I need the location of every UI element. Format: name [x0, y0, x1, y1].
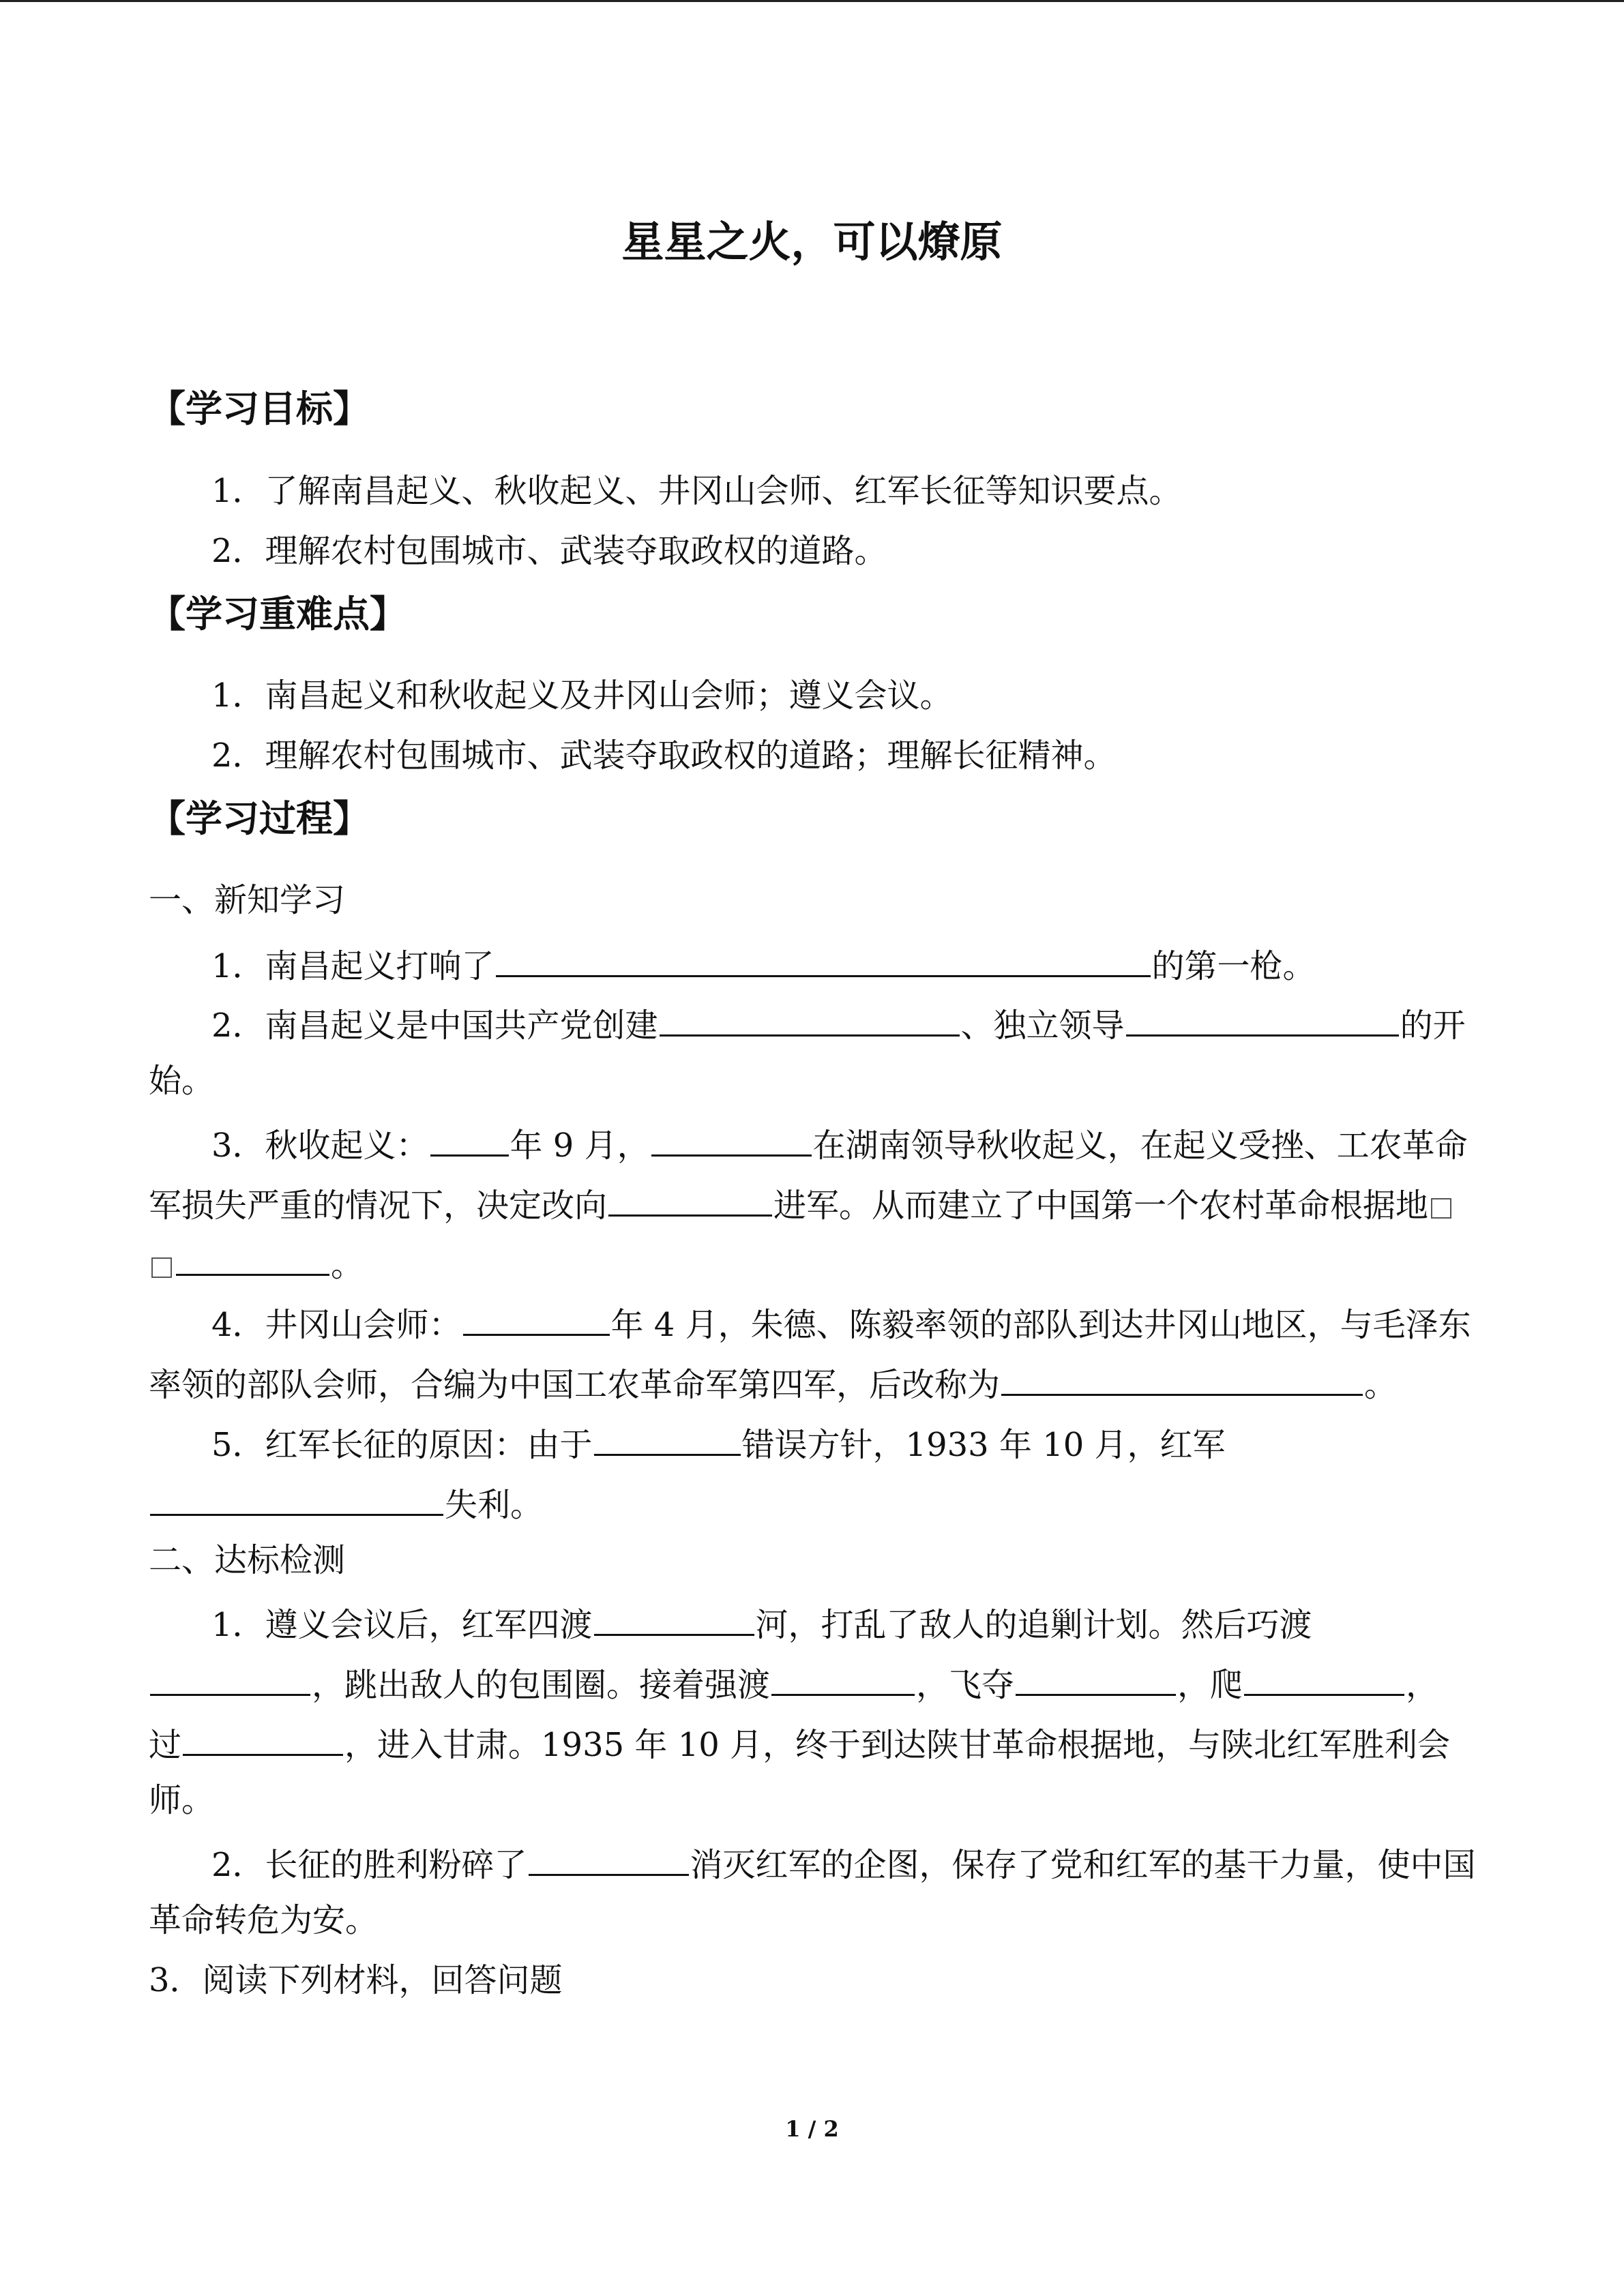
question-text: 年 4 月，朱德、陈毅率领的部队到达井冈山地区，与毛泽东: [610, 1306, 1471, 1344]
part1-heading: 一、新知学习: [149, 881, 346, 919]
question-4: [211, 1300, 1471, 1345]
question-text: 1．南昌起义打响了: [211, 947, 494, 985]
question-text: 、独立领导: [960, 1007, 1125, 1045]
question-text: 过: [149, 1726, 182, 1764]
question-text: 在湖南领导秋收起义，在起义受挫、工农革命: [812, 1127, 1468, 1165]
answer-blank[interactable]: [1001, 1360, 1363, 1396]
answer-blank[interactable]: [1244, 1660, 1404, 1696]
question-3-cont: [149, 1180, 1454, 1226]
answer-blank[interactable]: [176, 1240, 329, 1276]
question-text: ，: [1406, 1666, 1439, 1704]
placeholder-box: [151, 1257, 172, 1278]
question-text: 2．长征的胜利粉碎了: [211, 1846, 527, 1884]
goal-item: 1．了解南昌起义、秋收起义、井冈山会师、红军长征等知识要点。: [211, 472, 1182, 510]
answer-blank[interactable]: [496, 941, 1151, 977]
answer-blank[interactable]: [660, 1000, 960, 1037]
section-heading-process: 【学习过程】: [149, 797, 370, 840]
answer-blank[interactable]: [150, 1480, 443, 1516]
test-question-3: 3．阅读下列材料，回答问题: [149, 1961, 563, 1999]
question-text: 年 9 月，: [510, 1127, 650, 1165]
part2-heading: 二、达标检测: [149, 1541, 346, 1579]
question-text: 。: [331, 1246, 364, 1284]
test-question-1: [211, 1600, 1312, 1645]
question-2-cont: 始。: [149, 1062, 215, 1100]
question-1: [211, 941, 1316, 987]
answer-blank[interactable]: [651, 1120, 812, 1157]
question-4-cont: [149, 1360, 1397, 1405]
question-3: [211, 1120, 1468, 1166]
question-text: 1．遵义会议后，红军四渡: [211, 1606, 593, 1644]
answer-blank[interactable]: [529, 1840, 689, 1876]
placeholder-box: [1431, 1198, 1451, 1219]
question-text: ，跳出敌人的包围圈。接着强渡: [312, 1666, 771, 1704]
goal-item: 2．理解农村包围城市、武装夺取政权的道路。: [211, 532, 887, 570]
question-text: ，爬: [1177, 1666, 1243, 1704]
page-number: 1 / 2: [785, 2116, 839, 2142]
answer-blank[interactable]: [608, 1180, 772, 1217]
page-title: 星星之火，可以燎原: [621, 217, 1003, 267]
test-question-1-cont: 师。: [149, 1781, 215, 1819]
answer-blank[interactable]: [771, 1660, 915, 1696]
answer-blank[interactable]: [150, 1660, 310, 1696]
test-question-1-cont: [149, 1660, 1438, 1705]
answer-blank[interactable]: [594, 1600, 754, 1636]
keypoint-item: 1．南昌起义和秋收起义及井冈山会师；遵义会议。: [211, 676, 953, 715]
answer-blank[interactable]: [183, 1720, 343, 1756]
question-text: 。: [1364, 1366, 1398, 1404]
question-text: 错误方针，1933 年 10 月，红军: [741, 1426, 1226, 1464]
question-text: 率领的部队会师，合编为中国工农革命军第四军，后改称为: [149, 1366, 1001, 1404]
answer-blank[interactable]: [430, 1120, 509, 1157]
section-heading-keypoints: 【学习重难点】: [149, 593, 407, 636]
question-text: 进军。从而建立了中国第一个农村革命根据地: [773, 1187, 1429, 1225]
question-text: 河，打乱了敌人的追剿计划。然后巧渡: [755, 1606, 1312, 1644]
answer-blank[interactable]: [594, 1420, 741, 1456]
question-text: 失利。: [445, 1486, 544, 1524]
question-text: ，进入甘肃。1935 年 10 月，终于到达陕甘革命根据地，与陕北红军胜利会: [344, 1726, 1451, 1764]
question-text: 4．井冈山会师：: [211, 1306, 462, 1344]
test-question-2: [211, 1840, 1476, 1885]
answer-blank[interactable]: [1016, 1660, 1176, 1696]
question-5: [211, 1420, 1226, 1465]
question-text: ，飞夺: [916, 1666, 1015, 1704]
keypoint-item: 2．理解农村包围城市、武装夺取政权的道路；理解长征精神。: [211, 736, 1117, 775]
question-text: 3．秋收起义：: [211, 1127, 429, 1165]
question-text: 5．红军长征的原因：由于: [211, 1426, 593, 1464]
question-text: 军损失严重的情况下，决定改向: [149, 1187, 608, 1225]
question-text: 2．南昌起义是中国共产党创建: [211, 1007, 658, 1045]
test-question-1-cont: [149, 1720, 1450, 1765]
question-text: 的开: [1400, 1007, 1466, 1045]
question-5-cont: [149, 1480, 543, 1525]
question-3-cont: [149, 1240, 364, 1285]
question-text: 的第一枪。: [1151, 947, 1316, 985]
question-2: [211, 1000, 1466, 1046]
answer-blank[interactable]: [463, 1300, 610, 1336]
section-heading-goals: 【学习目标】: [149, 387, 370, 430]
answer-blank[interactable]: [1126, 1000, 1399, 1037]
test-question-2-cont: 革命转危为安。: [149, 1901, 379, 1939]
question-text: 消灭红军的企图，保存了党和红军的基干力量，使中国: [690, 1846, 1476, 1884]
